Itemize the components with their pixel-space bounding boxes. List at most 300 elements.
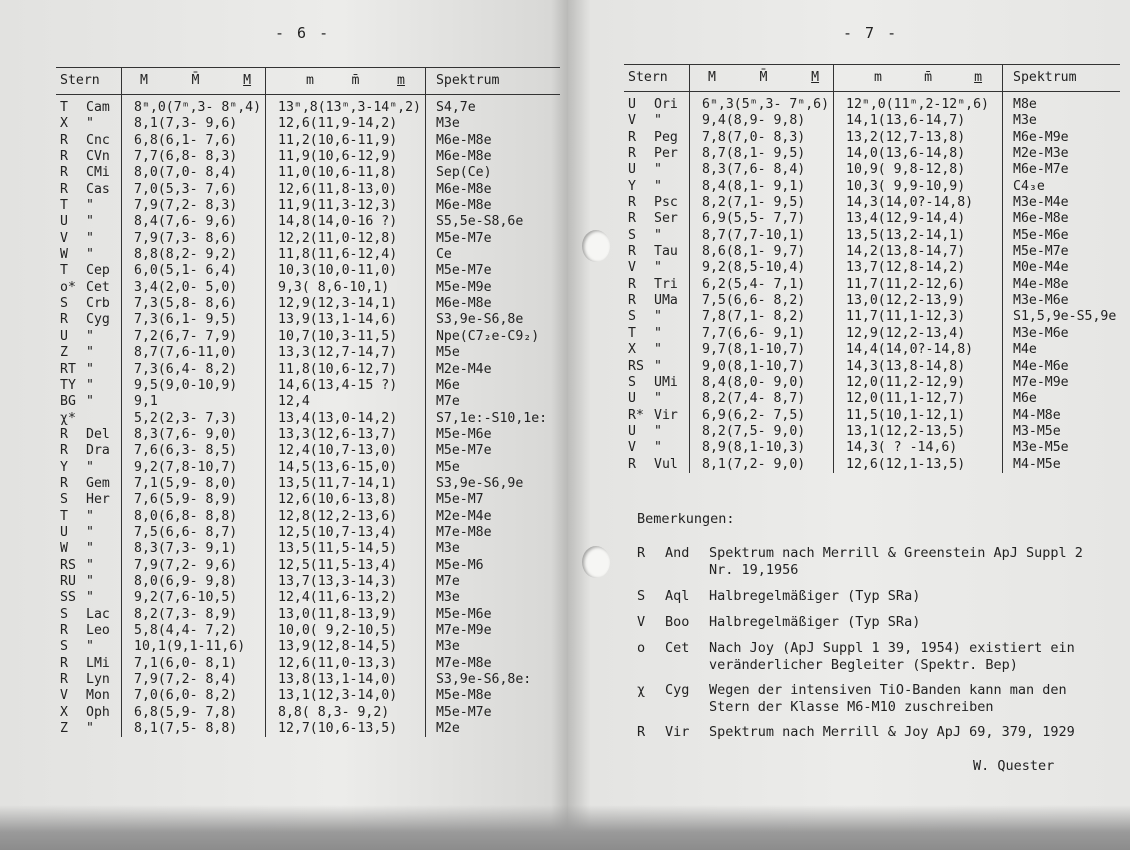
table-body-right [624,92,1120,473]
max-magnitude-cell: 8,1(7,2- 9,0) [690,457,834,473]
min-magnitude-cell: 11,7(11,1-12,3) [834,309,1003,325]
header-Munder: M [811,69,820,85]
spectrum-cell: M3e [425,590,560,606]
remark-text: Spektrum nach Merrill & Greenstein ApJ Suppl 2 Nr. 19,1956 [709,545,1083,578]
constellation: " [86,116,94,132]
spectrum-cell: M3e [1003,113,1121,129]
min-magnitude-cell: 13,2(12,7-13,8) [834,130,1003,146]
table-row [56,574,560,590]
constellation: " [86,230,94,246]
constellation: Cnc [86,132,110,148]
star-letter: R [60,672,68,688]
constellation: Cyg [86,312,110,328]
constellation: " [86,508,94,524]
min-magnitude-cell: 12,6(11,9-14,2) [266,116,426,132]
star-name-cell [624,408,690,424]
star-letter: W [60,247,68,263]
star-name-cell [624,92,690,114]
max-magnitude-cell: 9,0(8,1-10,7) [690,359,834,375]
star-name-cell [56,329,122,345]
spectrum-cell: M4e-M6e [1003,359,1121,375]
spectrum-cell: Sep(Ce) [425,165,560,181]
spectrum-cell: M7e [425,394,560,410]
min-magnitude-cell: 10,7(10,3-11,5) [266,329,426,345]
table-row [56,329,560,345]
star-letter: T [60,263,68,279]
table-row [624,326,1120,342]
min-magnitude-cell: 12,8(12,2-13,6) [266,509,426,525]
constellation: " [654,391,662,407]
table-row [56,541,560,557]
star-letter: SS [60,590,76,606]
spectrum-cell: S5,5e-S8,6e [425,214,560,230]
star-name-cell [56,231,122,247]
star-letter: R [628,244,636,260]
star-letter: U [628,391,636,407]
star-letter: R [60,165,68,181]
max-magnitude-cell: 7,5(6,6- 8,7) [122,525,266,541]
star-letter: T [60,100,68,115]
table-row [624,244,1120,260]
table-row [56,672,560,688]
min-magnitude-cell: 14,1(13,6-14,7) [834,113,1003,129]
table-row [624,440,1120,456]
table-row [56,705,560,721]
spectrum-cell: M6e-M8e [425,182,560,198]
max-magnitude-cell: 8,0(7,0- 8,4) [122,165,266,181]
min-magnitude-cell: 8,8( 8,3- 9,2) [266,705,426,721]
constellation: " [86,394,94,410]
max-magnitude-cell: 6,0(5,1- 6,4) [122,263,266,279]
constellation: " [86,345,94,361]
variable-stars-table-right [624,64,1120,473]
max-magnitude-cell: 6,8(5,9- 7,8) [122,705,266,721]
spectrum-cell: M3e-M6e [1003,326,1121,342]
constellation: " [654,342,662,358]
max-magnitude-cell: 8,2(7,4- 8,7) [690,391,834,407]
star-letter: T [628,325,636,341]
remark-const: Aql [665,588,690,604]
header-M: M [708,69,716,85]
star-letter: R [628,211,636,227]
max-magnitude-cell: 6ᵐ,3(5ᵐ,3- 7ᵐ,6) [690,92,834,114]
min-magnitude-cell: 13,0(12,2-13,9) [834,293,1003,309]
min-magnitude-cell: 12,9(12,2-13,4) [834,326,1003,342]
remark-letter: o [637,640,646,656]
max-magnitude-cell: 7,1(5,9- 8,0) [122,476,266,492]
min-magnitude-cell: 12,4(11,6-13,2) [266,590,426,606]
spectrum-cell: M6e-M8e [425,296,560,312]
constellation: " [86,459,94,475]
min-magnitude-cell: 12,6(12,1-13,5) [834,457,1003,473]
constellation: " [86,524,94,540]
min-magnitude-cell: 12,6(11,0-13,3) [266,656,426,672]
spectrum-cell: M4e-M8e [1003,277,1121,293]
max-magnitude-cell: 8,4(8,0- 9,0) [690,375,834,391]
spectrum-cell: M6e-M8e [425,133,560,149]
min-magnitude-cell: 13,8(13,1-14,0) [266,672,426,688]
table-row [56,296,560,312]
star-name-cell [56,688,122,704]
star-name-cell [56,443,122,459]
table-row [56,133,560,149]
table-row [624,342,1120,358]
table-row [56,443,560,459]
star-letter: W [60,541,68,557]
table-row [624,113,1120,129]
table-row [56,198,560,214]
star-name-cell [56,427,122,443]
table-row [56,476,560,492]
table-row [56,427,560,443]
max-magnitude-cell: 3,4(2,0- 5,0) [122,280,266,296]
header-spektrum: Spektrum [1003,65,1121,92]
header-mbar: m̄ [351,72,360,88]
spectrum-cell: M7e-M9e [425,623,560,639]
star-letter: Z [60,345,68,361]
min-magnitude-cell: 13,7(12,8-14,2) [834,260,1003,276]
header-munder: m [397,72,405,88]
star-name-cell [56,541,122,557]
table-row [624,457,1120,473]
constellation: Ori [654,97,678,112]
variable-stars-table-left [56,67,560,737]
star-letter: S [60,639,68,655]
table-row [624,260,1120,276]
max-magnitude-cell: 7,9(7,2- 8,3) [122,198,266,214]
star-letter: U [628,97,636,112]
star-name-cell [56,378,122,394]
max-magnitude-cell: 7,8(7,1- 8,2) [690,309,834,325]
star-name-cell [56,95,122,117]
star-name-cell [56,362,122,378]
min-magnitude-cell: 14,5(13,6-15,0) [266,460,426,476]
punch-hole-bottom [582,546,610,578]
min-magnitude-cell: 12,6(10,6-13,8) [266,492,426,508]
table-row [624,228,1120,244]
star-name-cell [56,165,122,181]
constellation: Cep [86,263,110,279]
star-name-cell [624,457,690,473]
star-letter: V [60,230,68,246]
star-name-cell [624,440,690,456]
table-header-row [56,68,560,95]
min-magnitude-cell: 12,9(12,3-14,1) [266,296,426,312]
spectrum-cell: S4,7e [425,95,560,117]
max-magnitude-cell: 8,3(7,6- 9,0) [122,427,266,443]
table-row [624,408,1120,424]
max-magnitude-cell: 5,8(4,4- 7,2) [122,623,266,639]
spectrum-cell: M6e-M8e [425,149,560,165]
star-name-cell [624,359,690,375]
constellation: " [654,227,662,243]
star-letter: V [628,113,636,129]
spectrum-cell: M6e-M8e [1003,211,1121,227]
spectrum-cell: M7e [425,574,560,590]
star-name-cell [624,326,690,342]
star-name-cell [56,198,122,214]
header-mbar: m̄ [924,69,933,85]
constellation: " [86,573,94,589]
table-row [624,195,1120,211]
spectrum-cell: M5e-M7 [425,492,560,508]
min-magnitude-cell: 14,0(13,6-14,8) [834,146,1003,162]
spectrum-cell: M4-M8e [1003,408,1121,424]
star-letter: R [628,146,636,162]
spectrum-cell: Npe(C7₂e-C9₂) [425,329,560,345]
spectrum-cell: M5e-M7e [425,263,560,279]
star-letter: χ* [60,410,76,426]
constellation: Cam [86,100,110,115]
spectrum-cell: M2e-M4e [425,509,560,525]
star-name-cell [56,525,122,541]
star-name-cell [56,656,122,672]
table-row [624,211,1120,227]
spectrum-cell: M5e [425,460,560,476]
spectrum-cell: M7e-M8e [425,656,560,672]
constellation: CMi [86,165,110,181]
constellation: Tau [654,244,678,260]
min-magnitude-cell: 11,8(11,6-12,4) [266,247,426,263]
right-page [568,0,1130,850]
star-letter: R [60,132,68,148]
constellation: " [86,377,94,393]
page-number-left: - 6 - [275,24,331,42]
star-letter: U [60,524,68,540]
table-row [56,525,560,541]
min-magnitude-cell: 13,3(12,6-13,7) [266,427,426,443]
min-magnitude-cell: 13,3(12,7-14,7) [266,345,426,361]
min-magnitude-cell: 14,3(14,0?-14,8) [834,195,1003,211]
min-magnitude-cell: 13,9(12,8-14,5) [266,639,426,655]
constellation: " [654,178,662,194]
header-M-group [690,65,834,92]
constellation: Crb [86,296,110,312]
star-name-cell [56,476,122,492]
star-name-cell [624,424,690,440]
min-magnitude-cell: 11,2(10,6-11,9) [266,133,426,149]
header-M-group [122,68,266,95]
max-magnitude-cell: 8,6(8,1- 9,7) [690,244,834,260]
table-row [624,277,1120,293]
spectrum-cell: M5e-M6e [425,607,560,623]
min-magnitude-cell: 13,5(11,5-14,5) [266,541,426,557]
spectrum-cell: M6e-M7e [1003,162,1121,178]
header-m: m [874,69,882,85]
max-magnitude-cell: 7,3(6,4- 8,2) [122,362,266,378]
star-letter: o* [60,279,76,295]
spectrum-cell: M5e-M6e [425,427,560,443]
min-magnitude-cell: 14,2(13,8-14,7) [834,244,1003,260]
constellation: UMa [654,293,678,309]
min-magnitude-cell: 13,1(12,2-13,5) [834,424,1003,440]
min-magnitude-cell: 14,3(13,8-14,8) [834,359,1003,375]
table-row [56,394,560,410]
star-letter: Z [60,721,68,737]
spectrum-cell: M6e-M9e [1003,130,1121,146]
page-number-right: - 7 - [843,24,899,42]
star-letter: R [60,475,68,491]
max-magnitude-cell: 7,1(6,0- 8,1) [122,656,266,672]
min-magnitude-cell: 13,4(12,9-14,4) [834,211,1003,227]
max-magnitude-cell: 7,3(6,1- 9,5) [122,312,266,328]
star-letter: V [628,440,636,456]
table-row [56,492,560,508]
max-magnitude-cell: 8,2(7,1- 9,5) [690,195,834,211]
min-magnitude-cell: 10,3( 9,9-10,9) [834,179,1003,195]
table-row [56,460,560,476]
star-letter: X [60,116,68,132]
table-row [624,179,1120,195]
constellation: CVn [86,149,110,165]
constellation: Leo [86,623,110,638]
star-letter: U [60,328,68,344]
header-m-group [266,68,426,95]
max-magnitude-cell: 7,3(5,8- 8,6) [122,296,266,312]
table-row [56,688,560,704]
constellation: Lac [86,606,110,622]
star-letter: RS [60,557,76,573]
star-name-cell [624,244,690,260]
star-name-cell [624,260,690,276]
star-name-cell [624,277,690,293]
table-header-row [624,65,1120,92]
table-row [624,92,1120,114]
spectrum-cell: M3e [425,541,560,557]
header-munder: m [974,69,983,85]
table-body-left [56,95,560,738]
max-magnitude-cell: 7,0(5,3- 7,6) [122,182,266,198]
min-magnitude-cell: 11,8(10,6-12,7) [266,362,426,378]
min-magnitude-cell: 9,3( 8,6-10,1) [266,280,426,296]
max-magnitude-cell: 8,7(8,1- 9,5) [690,146,834,162]
min-magnitude-cell: 14,8(14,0-16 ?) [266,214,426,230]
max-magnitude-cell: 8,8(8,2- 9,2) [122,247,266,263]
spectrum-cell: S3,9e-S6,9e [425,476,560,492]
star-letter: R [628,129,636,145]
star-name-cell [56,214,122,230]
min-magnitude-cell: 13,7(13,3-14,3) [266,574,426,590]
table-row [56,558,560,574]
max-magnitude-cell: 8,3(7,6- 8,4) [690,162,834,178]
star-name-cell [56,492,122,508]
table-row [56,149,560,165]
min-magnitude-cell: 12,5(11,5-13,4) [266,558,426,574]
star-name-cell [624,130,690,146]
constellation: " [654,358,662,374]
star-name-cell [56,345,122,361]
table-row [56,378,560,394]
spectrum-cell: M6e [425,378,560,394]
max-magnitude-cell: 5,2(2,3- 7,3) [122,411,266,427]
min-magnitude-cell: 12,5(10,7-13,4) [266,525,426,541]
max-magnitude-cell: 7,2(6,7- 7,9) [122,329,266,345]
min-magnitude-cell: 11,5(10,1-12,1) [834,408,1003,424]
spectrum-cell: M5e-M7e [425,443,560,459]
max-magnitude-cell: 7,0(6,0- 8,2) [122,688,266,704]
constellation: Cet [86,279,110,295]
constellation: " [654,162,662,178]
spectrum-cell: C4₃e [1003,179,1121,195]
star-letter: S [628,227,636,243]
header-stern: Stern [56,68,122,95]
constellation: Vir [654,407,678,423]
star-letter: R [628,293,636,309]
star-name-cell [56,705,122,721]
remark-letter: R [637,545,646,561]
constellation: Peg [654,129,678,145]
star-name-cell [56,590,122,606]
max-magnitude-cell: 9,4(8,9- 9,8) [690,113,834,129]
star-name-cell [56,411,122,427]
spectrum-cell: M5e [425,345,560,361]
remark-const: And [665,545,690,561]
max-magnitude-cell: 6,2(5,4- 7,1) [690,277,834,293]
star-letter: V [60,688,68,704]
header-Munder: M [243,72,252,88]
max-magnitude-cell: 7,7(6,8- 8,3) [122,149,266,165]
spectrum-cell: S1,5,9e-S5,9e [1003,309,1121,325]
star-name-cell [56,623,122,639]
remark-letter: χ [637,682,646,698]
star-name-cell [56,312,122,328]
spectrum-cell: M5e-M7e [425,705,560,721]
remark-text: Halbregelmäßiger (Typ SRa) [709,588,921,604]
star-name-cell [56,149,122,165]
max-magnitude-cell: 8,4(8,1- 9,1) [690,179,834,195]
table-row [56,721,560,737]
table-row [624,359,1120,375]
star-name-cell [56,247,122,263]
constellation: Vul [654,456,678,472]
table-row [56,639,560,655]
header-Mbar: M̄ [191,72,200,88]
star-letter: U [628,423,636,439]
min-magnitude-cell: 12,0(11,2-12,9) [834,375,1003,391]
star-name-cell [56,558,122,574]
max-magnitude-cell: 8,7(7,6-11,0) [122,345,266,361]
remark-letter: S [637,588,646,604]
spectrum-cell: M5e-M7e [1003,244,1121,260]
constellation: " [86,541,94,557]
min-magnitude-cell: 11,0(10,6-11,8) [266,165,426,181]
table-row [56,590,560,606]
constellation: UMi [654,374,678,390]
max-magnitude-cell: 8,2(7,5- 9,0) [690,424,834,440]
max-magnitude-cell: 6,8(6,1- 7,6) [122,133,266,149]
spectrum-cell: S3,9e-S6,8e [425,312,560,328]
star-letter: TY [60,377,76,393]
max-magnitude-cell: 8,0(6,9- 9,8) [122,574,266,590]
spectrum-cell: M4e [1003,342,1121,358]
table-row [56,280,560,296]
spectrum-cell: Ce [425,247,560,263]
spectrum-cell: M7e-M9e [1003,375,1121,391]
remark-text: Spektrum nach Merrill & Joy ApJ 69, 379, 1929 [709,724,1075,740]
star-letter: Y [628,178,636,194]
signature: W. Quester [973,758,1055,774]
star-letter: S [628,309,636,325]
star-letter: U [628,162,636,178]
min-magnitude-cell: 11,9(11,3-12,3) [266,198,426,214]
table-row [56,345,560,361]
spectrum-cell: M4-M5e [1003,457,1121,473]
spectrum-cell: M0e-M4e [1003,260,1121,276]
star-name-cell [56,721,122,737]
constellation: " [86,590,94,606]
constellation: Ser [654,211,678,227]
min-magnitude-cell: 12,2(11,0-12,8) [266,231,426,247]
